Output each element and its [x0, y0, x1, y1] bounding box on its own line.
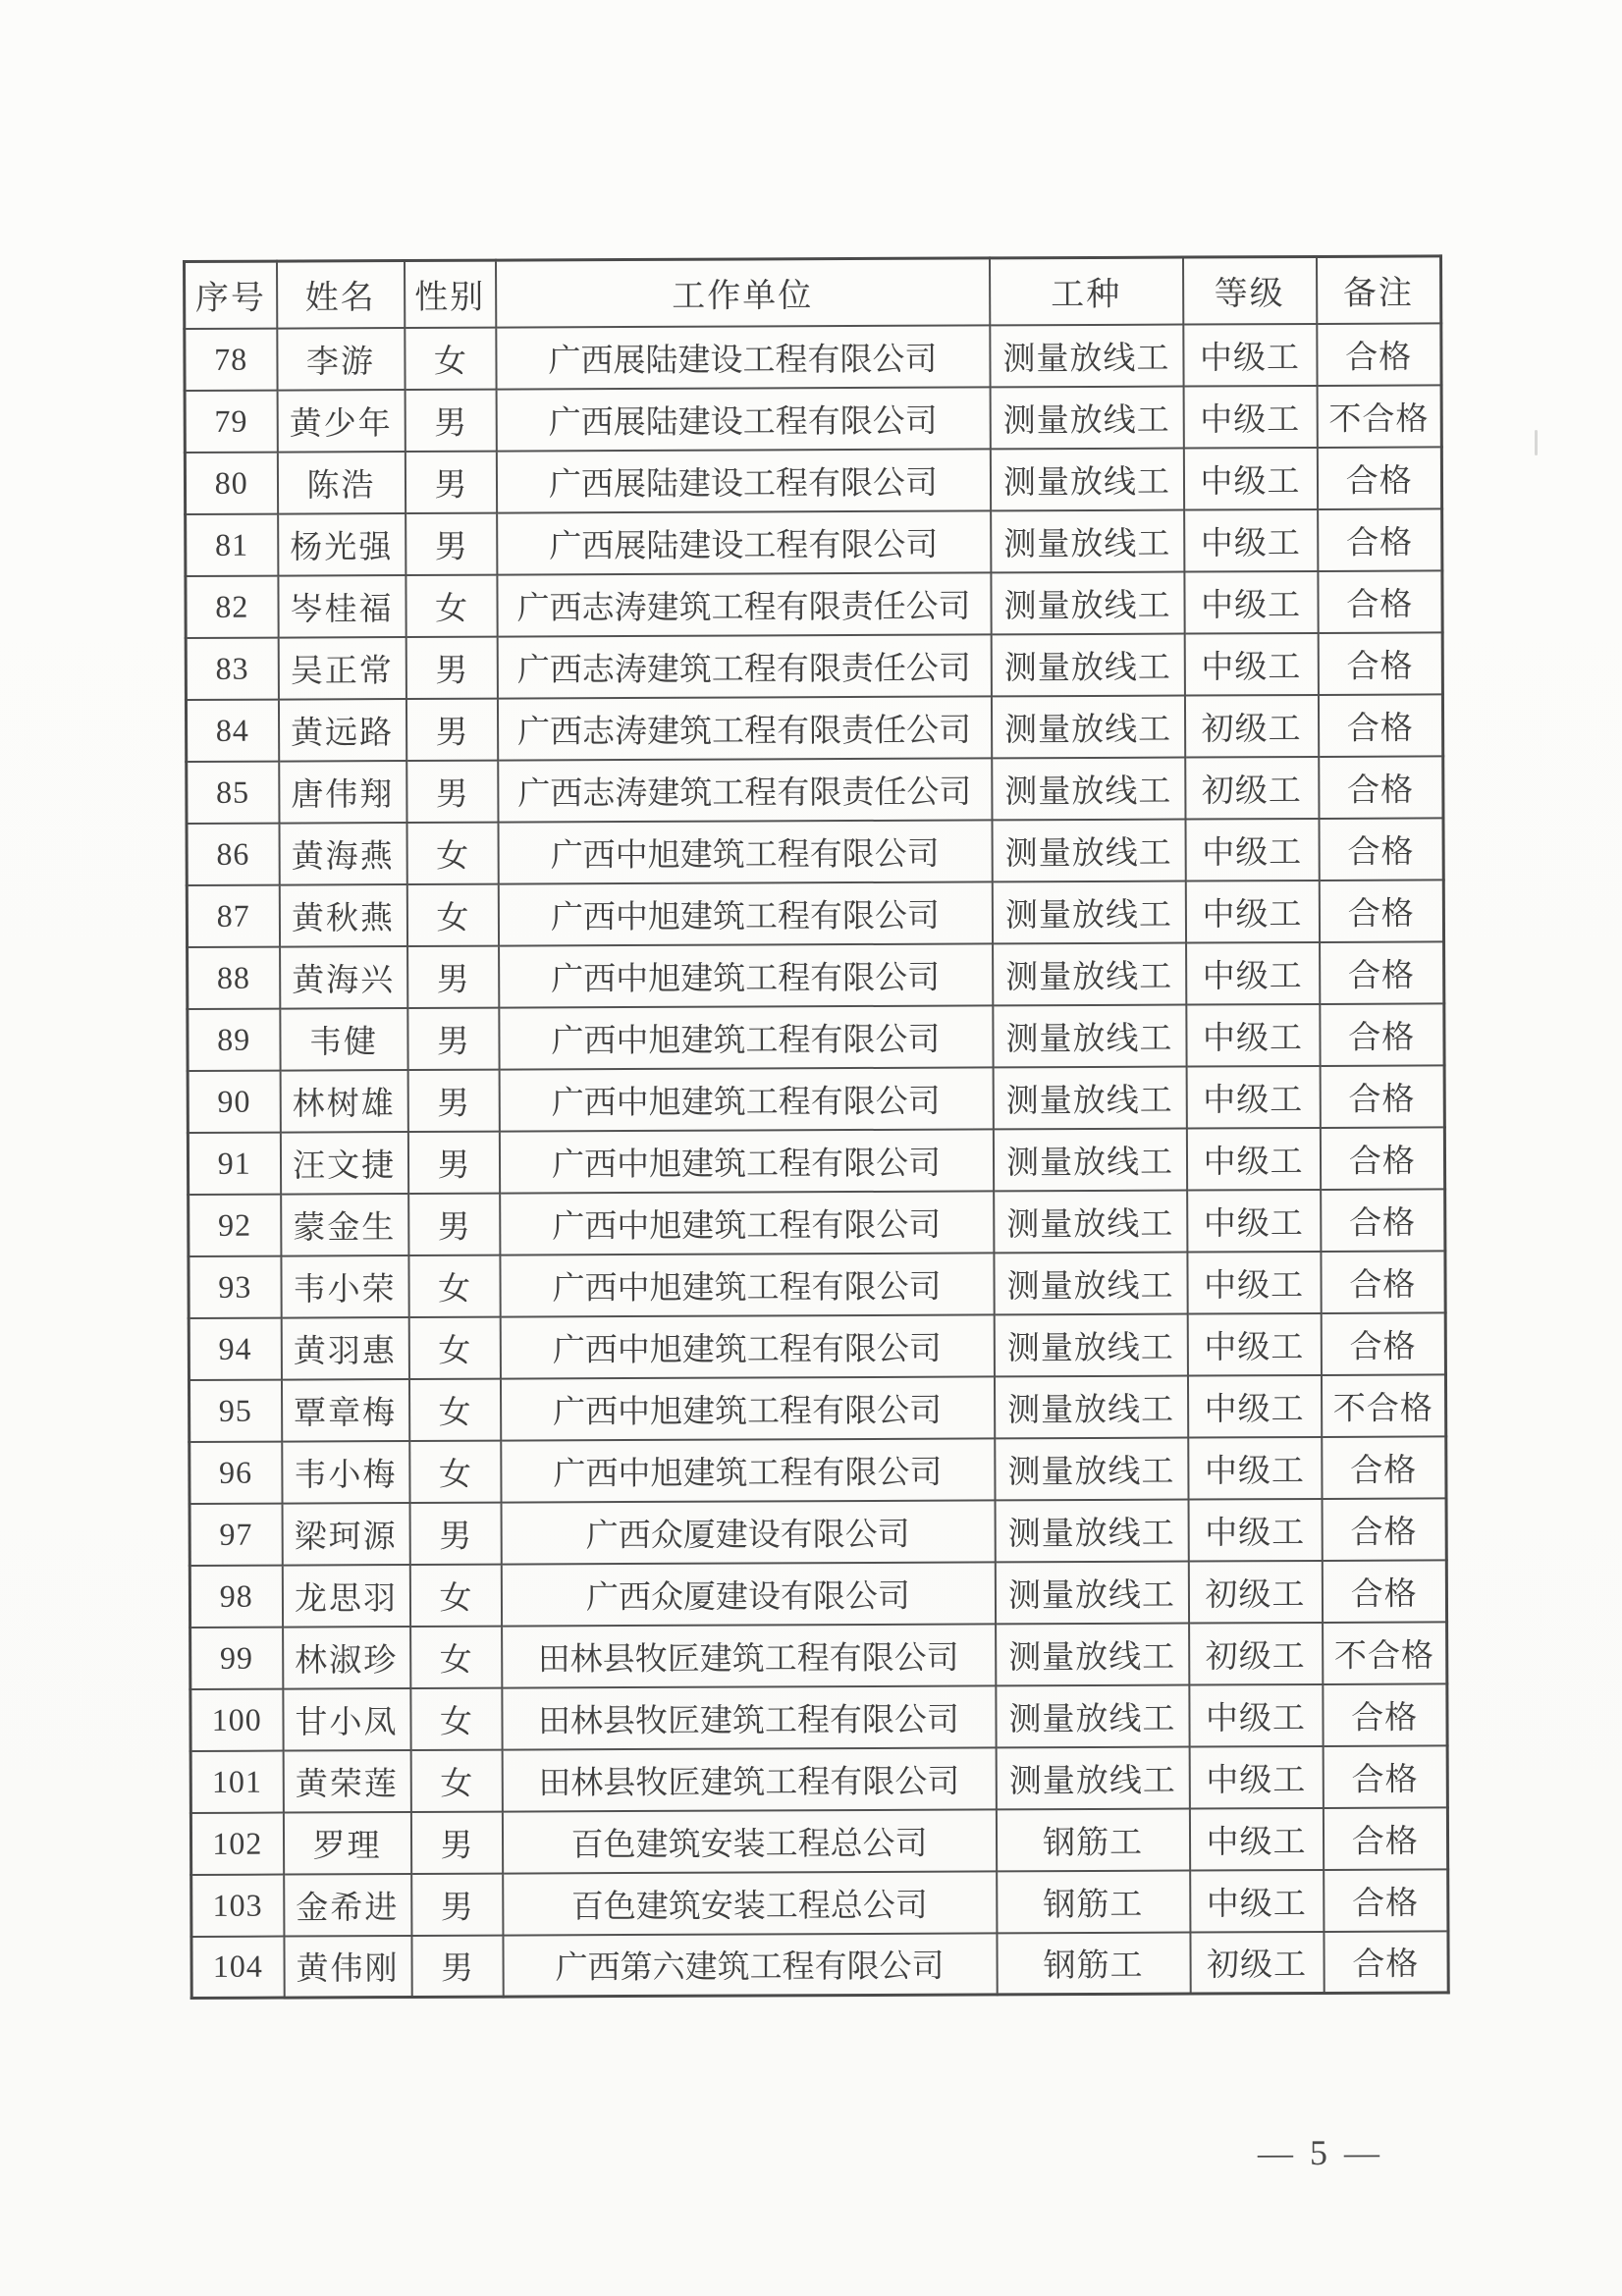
- cell-name: 梁珂源: [282, 1503, 409, 1566]
- cell-grade: 中级工: [1184, 632, 1318, 695]
- table-row: [188, 1065, 1444, 1133]
- cell-remark: 合格: [1321, 1312, 1445, 1375]
- cell-index: 79: [185, 390, 277, 452]
- cell-work-unit: 田林县牧匠建筑工程有限公司: [502, 1747, 996, 1811]
- cell-name: 龙思羽: [282, 1565, 409, 1628]
- col-header-gender: 性别: [405, 260, 496, 327]
- cell-grade: 中级工: [1187, 1374, 1321, 1437]
- cell-name: 唐伟翔: [279, 761, 406, 824]
- cell-job-type: 测量放线工: [991, 571, 1184, 634]
- cell-index: 102: [190, 1812, 283, 1874]
- cell-name: 黄少年: [277, 390, 405, 453]
- cell-gender: 女: [409, 1564, 501, 1626]
- cell-job-type: 测量放线工: [996, 1623, 1189, 1685]
- cell-gender: 女: [409, 1440, 501, 1502]
- cell-work-unit: 广西中旭建筑工程有限公司: [499, 1005, 993, 1069]
- table-row: [190, 1683, 1447, 1751]
- table-row: [190, 1622, 1447, 1689]
- cell-job-type: 测量放线工: [995, 1499, 1188, 1562]
- cell-grade: 中级工: [1187, 1189, 1321, 1252]
- cell-work-unit: 广西中旭建筑工程有限公司: [498, 881, 992, 945]
- cell-index: 88: [188, 946, 280, 1008]
- cell-job-type: 测量放线工: [995, 1437, 1188, 1500]
- cell-gender: 男: [411, 1873, 503, 1935]
- cell-gender: 男: [411, 1935, 503, 1997]
- certification-results-table: [183, 254, 1450, 2000]
- cell-job-type: 钢筋工: [997, 1870, 1190, 1933]
- cell-remark: 不合格: [1317, 385, 1441, 448]
- cell-name: 黄秋燕: [279, 884, 406, 947]
- table-row: [189, 1374, 1445, 1442]
- cell-job-type: 测量放线工: [996, 1684, 1189, 1747]
- cell-name: 黄远路: [278, 699, 406, 762]
- cell-name: 杨光强: [278, 513, 406, 576]
- cell-remark: 合格: [1319, 880, 1443, 942]
- cell-grade: 中级工: [1184, 508, 1318, 571]
- cell-index: 100: [190, 1688, 283, 1750]
- cell-grade: 初级工: [1190, 1931, 1324, 1994]
- cell-name: 罗理: [283, 1812, 410, 1875]
- cell-work-unit: 广西志涛建筑工程有限责任公司: [497, 696, 991, 760]
- cell-name: 林树雄: [280, 1070, 407, 1133]
- cell-remark: 合格: [1320, 1003, 1444, 1066]
- cell-remark: 合格: [1317, 323, 1441, 386]
- cell-job-type: 测量放线工: [990, 324, 1183, 387]
- cell-gender: 男: [407, 1069, 499, 1131]
- cell-gender: 男: [406, 512, 497, 574]
- cell-grade: 中级工: [1187, 1312, 1321, 1375]
- table-row: [189, 1312, 1445, 1380]
- cell-name: 黄海兴: [280, 946, 407, 1009]
- cell-work-unit: 广西中旭建筑工程有限公司: [500, 1314, 994, 1378]
- col-header-remark: 备注: [1316, 256, 1440, 324]
- cell-work-unit: 百色建筑安装工程总公司: [502, 1809, 996, 1873]
- cell-remark: 合格: [1323, 1807, 1447, 1870]
- cell-job-type: 测量放线工: [994, 1252, 1187, 1314]
- cell-gender: 女: [406, 574, 497, 636]
- cell-grade: 中级工: [1186, 1003, 1320, 1066]
- cell-remark: 合格: [1320, 941, 1444, 1004]
- cell-index: 81: [186, 513, 278, 575]
- cell-remark: 合格: [1318, 632, 1442, 695]
- cell-grade: 中级工: [1187, 1251, 1321, 1313]
- table-row: [191, 1869, 1448, 1937]
- cell-name: 汪文捷: [280, 1132, 407, 1195]
- col-header-work-unit: 工作单位: [496, 258, 990, 327]
- table-row: [191, 1931, 1448, 1999]
- cell-index: 93: [189, 1255, 281, 1317]
- cell-job-type: 测量放线工: [992, 819, 1185, 881]
- cell-grade: 中级工: [1188, 1498, 1322, 1561]
- cell-grade: 中级工: [1184, 570, 1318, 633]
- cell-index: 92: [189, 1194, 281, 1255]
- cell-index: 80: [185, 452, 277, 513]
- cell-work-unit: 广西展陆建设工程有限公司: [497, 510, 991, 574]
- cell-name: 覃章梅: [281, 1379, 408, 1442]
- scan-artifact: [1535, 430, 1538, 455]
- cell-gender: 女: [408, 1255, 500, 1316]
- cell-work-unit: 田林县牧匠建筑工程有限公司: [502, 1624, 996, 1687]
- cell-remark: 合格: [1321, 1189, 1445, 1252]
- cell-name: 甘小凤: [283, 1688, 410, 1751]
- cell-job-type: 测量放线工: [993, 1066, 1186, 1129]
- cell-gender: 男: [407, 1007, 499, 1069]
- cell-grade: 初级工: [1188, 1560, 1322, 1623]
- cell-gender: 男: [405, 451, 496, 512]
- cell-work-unit: 广西中旭建筑工程有限公司: [499, 1129, 993, 1193]
- cell-remark: 合格: [1324, 1869, 1448, 1932]
- cell-index: 90: [188, 1070, 280, 1132]
- cell-index: 103: [191, 1874, 284, 1936]
- cell-remark: 合格: [1318, 508, 1442, 571]
- cell-gender: 女: [410, 1687, 502, 1749]
- cell-grade: 中级工: [1183, 385, 1317, 448]
- cell-index: 87: [187, 884, 279, 946]
- cell-remark: 合格: [1320, 1065, 1444, 1128]
- cell-gender: 女: [408, 1316, 500, 1378]
- cell-index: 99: [190, 1627, 283, 1688]
- cell-grade: 中级工: [1189, 1683, 1323, 1746]
- cell-index: 91: [188, 1132, 280, 1194]
- table-row: [189, 1189, 1445, 1256]
- cell-work-unit: 百色建筑安装工程总公司: [503, 1871, 997, 1935]
- table-row: [185, 385, 1441, 453]
- cell-name: 韦小荣: [281, 1255, 408, 1318]
- cell-grade: 中级工: [1188, 1436, 1322, 1499]
- table-row: [187, 880, 1443, 947]
- cell-work-unit: 广西中旭建筑工程有限公司: [501, 1438, 995, 1502]
- table-row: [186, 570, 1442, 638]
- cell-grade: 中级工: [1190, 1869, 1324, 1932]
- cell-name: 黄海燕: [279, 823, 406, 885]
- cell-job-type: 钢筋工: [997, 1932, 1190, 1995]
- cell-work-unit: 广西展陆建设工程有限公司: [496, 387, 990, 451]
- roster-table-container: [183, 254, 1447, 2000]
- col-header-index: 序号: [185, 261, 277, 328]
- cell-index: 83: [186, 637, 278, 699]
- cell-work-unit: 广西第六建筑工程有限公司: [503, 1933, 997, 1997]
- cell-index: 95: [189, 1379, 281, 1441]
- cell-index: 104: [191, 1936, 284, 1998]
- cell-job-type: 测量放线工: [994, 1313, 1187, 1376]
- cell-gender: 男: [406, 698, 497, 760]
- cell-remark: 合格: [1324, 1931, 1448, 1994]
- cell-work-unit: 广西中旭建筑工程有限公司: [500, 1253, 994, 1316]
- cell-job-type: 测量放线工: [991, 695, 1184, 758]
- cell-index: 82: [186, 575, 278, 637]
- cell-gender: 男: [406, 760, 498, 822]
- cell-name: 黄伟刚: [284, 1935, 411, 1998]
- cell-work-unit: 广西展陆建设工程有限公司: [496, 325, 990, 389]
- cell-remark: 合格: [1322, 1498, 1446, 1561]
- cell-grade: 初级工: [1184, 694, 1318, 757]
- cell-job-type: 测量放线工: [995, 1561, 1188, 1624]
- cell-job-type: 测量放线工: [993, 1004, 1186, 1067]
- cell-work-unit: 广西众厦建设有限公司: [501, 1500, 995, 1564]
- cell-work-unit: 广西中旭建筑工程有限公司: [500, 1191, 994, 1255]
- cell-job-type: 测量放线工: [992, 881, 1185, 943]
- cell-grade: 中级工: [1189, 1807, 1323, 1870]
- cell-gender: 男: [409, 1502, 501, 1564]
- table-body: [185, 323, 1448, 1999]
- col-header-grade: 等级: [1182, 256, 1316, 324]
- cell-gender: 女: [410, 1749, 502, 1811]
- cell-name: 黄荣莲: [283, 1750, 410, 1813]
- table-row: [188, 941, 1444, 1009]
- cell-remark: 不合格: [1321, 1374, 1445, 1437]
- cell-grade: 中级工: [1186, 941, 1320, 1004]
- col-header-job-type: 工种: [989, 257, 1182, 325]
- cell-job-type: 测量放线工: [994, 1375, 1187, 1438]
- cell-index: 86: [187, 823, 279, 884]
- cell-index: 101: [190, 1750, 283, 1812]
- cell-grade: 中级工: [1186, 1127, 1320, 1190]
- cell-name: 林淑珍: [283, 1627, 410, 1689]
- cell-work-unit: 广西志涛建筑工程有限责任公司: [497, 634, 991, 698]
- cell-index: 84: [186, 699, 278, 761]
- cell-gender: 女: [410, 1626, 502, 1687]
- table-row: [189, 1560, 1446, 1628]
- cell-work-unit: 广西志涛建筑工程有限责任公司: [498, 758, 992, 822]
- cell-work-unit: 广西中旭建筑工程有限公司: [500, 1376, 994, 1440]
- table-row: [188, 1003, 1444, 1071]
- cell-grade: 初级工: [1185, 756, 1319, 819]
- cell-job-type: 测量放线工: [991, 509, 1184, 572]
- table-row: [190, 1807, 1447, 1875]
- cell-gender: 男: [405, 389, 496, 451]
- table-row: [186, 508, 1442, 576]
- cell-job-type: 测量放线工: [991, 633, 1184, 696]
- table-row: [190, 1745, 1447, 1813]
- cell-gender: 男: [408, 1193, 500, 1255]
- table-row: [187, 818, 1443, 885]
- cell-name: 李游: [277, 328, 405, 391]
- cell-work-unit: 广西志涛建筑工程有限责任公司: [497, 572, 991, 636]
- cell-index: 94: [189, 1317, 281, 1379]
- table-row: [189, 1251, 1445, 1318]
- cell-job-type: 测量放线工: [990, 386, 1183, 449]
- cell-name: 韦小梅: [282, 1441, 409, 1504]
- cell-grade: 中级工: [1189, 1745, 1323, 1808]
- header-row: [185, 256, 1441, 329]
- cell-job-type: 测量放线工: [990, 448, 1183, 510]
- cell-job-type: 钢筋工: [996, 1808, 1189, 1871]
- cell-index: 98: [189, 1565, 282, 1627]
- cell-remark: 合格: [1319, 756, 1443, 819]
- cell-name: 韦健: [280, 1008, 407, 1071]
- cell-grade: 中级工: [1185, 880, 1319, 942]
- cell-remark: 合格: [1322, 1436, 1446, 1499]
- cell-job-type: 测量放线工: [992, 757, 1185, 820]
- table-row: [187, 756, 1443, 824]
- cell-work-unit: 广西中旭建筑工程有限公司: [499, 943, 993, 1007]
- cell-gender: 女: [408, 1378, 500, 1440]
- cell-index: 78: [185, 328, 277, 390]
- cell-grade: 中级工: [1185, 818, 1319, 881]
- cell-gender: 女: [406, 883, 498, 945]
- cell-remark: 合格: [1322, 1560, 1446, 1623]
- cell-grade: 中级工: [1186, 1065, 1320, 1128]
- page-number: — 5 —: [1257, 2132, 1384, 2173]
- cell-index: 85: [187, 761, 279, 823]
- cell-grade: 中级工: [1183, 323, 1317, 386]
- table-row: [188, 1127, 1444, 1195]
- cell-work-unit: 广西中旭建筑工程有限公司: [498, 820, 992, 883]
- cell-name: 吴正常: [278, 637, 406, 700]
- cell-name: 金希进: [284, 1874, 411, 1937]
- cell-job-type: 测量放线工: [994, 1190, 1187, 1253]
- table-row: [185, 323, 1441, 391]
- cell-remark: 合格: [1318, 694, 1442, 757]
- cell-remark: 合格: [1323, 1683, 1447, 1746]
- cell-job-type: 测量放线工: [993, 942, 1186, 1005]
- cell-work-unit: 田林县牧匠建筑工程有限公司: [502, 1685, 996, 1749]
- cell-remark: 合格: [1319, 818, 1443, 881]
- cell-name: 黄羽惠: [281, 1317, 408, 1380]
- table-row: [186, 632, 1442, 700]
- cell-remark: 合格: [1320, 1127, 1444, 1190]
- cell-remark: 不合格: [1323, 1622, 1447, 1684]
- cell-index: 97: [189, 1503, 282, 1565]
- cell-work-unit: 广西众厦建设有限公司: [501, 1562, 995, 1626]
- cell-index: 96: [189, 1441, 282, 1503]
- cell-work-unit: 广西展陆建设工程有限公司: [496, 449, 990, 512]
- cell-name: 岑桂福: [278, 575, 406, 638]
- cell-grade: 初级工: [1189, 1622, 1323, 1684]
- cell-job-type: 测量放线工: [996, 1746, 1189, 1809]
- cell-remark: 合格: [1318, 570, 1442, 633]
- cell-gender: 女: [406, 822, 498, 883]
- cell-gender: 男: [406, 636, 497, 698]
- cell-job-type: 测量放线工: [993, 1128, 1186, 1191]
- cell-work-unit: 广西中旭建筑工程有限公司: [499, 1067, 993, 1131]
- cell-gender: 女: [405, 327, 496, 389]
- cell-remark: 合格: [1321, 1251, 1445, 1313]
- table-row: [186, 694, 1442, 762]
- table-row: [189, 1498, 1446, 1566]
- cell-name: 蒙金生: [281, 1194, 408, 1256]
- cell-remark: 合格: [1323, 1745, 1447, 1808]
- cell-gender: 男: [407, 1131, 499, 1193]
- cell-gender: 男: [407, 945, 499, 1007]
- cell-remark: 合格: [1317, 447, 1441, 509]
- table-row: [189, 1436, 1446, 1504]
- cell-gender: 男: [410, 1811, 502, 1873]
- cell-index: 89: [188, 1008, 280, 1070]
- cell-grade: 中级工: [1183, 447, 1317, 509]
- table-row: [185, 447, 1441, 514]
- cell-name: 陈浩: [277, 452, 405, 514]
- col-header-name: 姓名: [277, 261, 405, 329]
